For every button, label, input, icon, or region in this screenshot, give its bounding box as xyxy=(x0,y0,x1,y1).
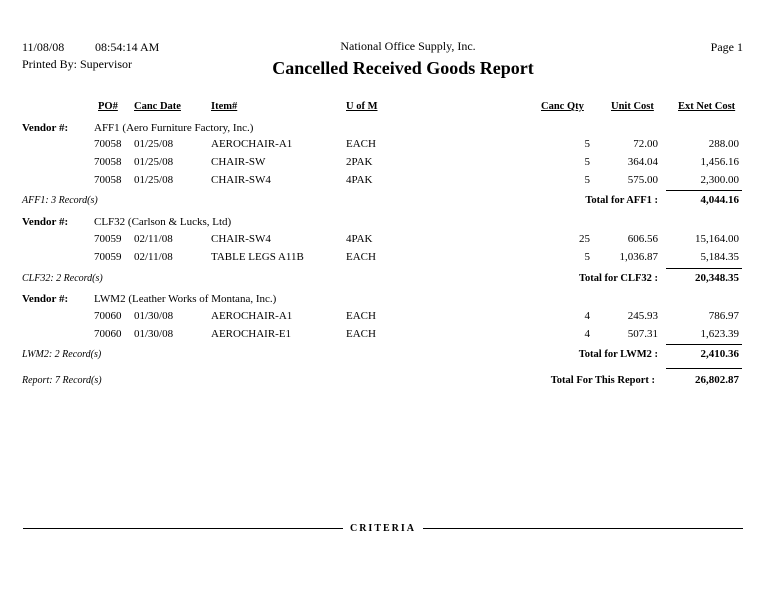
item-number: AEROCHAIR-A1 xyxy=(211,310,293,322)
po-number: 70058 xyxy=(94,138,122,150)
col-header-canc-date: Canc Date xyxy=(134,101,181,112)
vendor-record-count: LWM2: 2 Record(s) xyxy=(22,349,102,360)
unit-cost: 1,036.87 xyxy=(619,251,658,263)
item-number: CHAIR-SW4 xyxy=(211,174,271,186)
uom: 2PAK xyxy=(346,156,373,168)
uom: EACH xyxy=(346,328,376,340)
po-number: 70060 xyxy=(94,310,122,322)
criteria-label: CRITERIA xyxy=(344,522,422,535)
company-name: National Office Supply, Inc. xyxy=(340,39,476,53)
vendor-total-label: Total for CLF32 : xyxy=(578,273,658,284)
canc-date: 01/30/08 xyxy=(134,310,174,322)
vendor-record-count: CLF32: 2 Record(s) xyxy=(22,273,103,284)
ext-net-cost: 288.00 xyxy=(708,138,739,150)
uom: EACH xyxy=(346,251,376,263)
criteria-rule-left xyxy=(23,528,343,529)
uom: EACH xyxy=(346,138,376,150)
canc-date: 01/25/08 xyxy=(134,174,174,186)
criteria-rule-right xyxy=(423,528,743,529)
report-total-value: 26,802.87 xyxy=(695,374,739,386)
canc-qty: 4 xyxy=(584,328,590,340)
col-header-item: Item# xyxy=(211,101,238,112)
vendor-total-value: 20,348.35 xyxy=(695,272,739,284)
canc-qty: 5 xyxy=(584,251,590,263)
canc-qty: 5 xyxy=(584,156,590,168)
report-total-label: Total For This Report : xyxy=(550,375,655,386)
ext-net-cost: 1,456.16 xyxy=(700,156,739,168)
item-number: TABLE LEGS A11B xyxy=(211,251,304,263)
po-number: 70058 xyxy=(94,174,122,186)
ext-net-cost: 1,623.39 xyxy=(700,328,739,340)
uom: 4PAK xyxy=(346,174,373,186)
canc-date: 01/25/08 xyxy=(134,156,174,168)
uom: EACH xyxy=(346,310,376,322)
canc-date: 01/30/08 xyxy=(134,328,174,340)
report-total-rule xyxy=(666,368,742,369)
item-number: CHAIR-SW xyxy=(211,156,266,168)
vendor-label: Vendor #: xyxy=(22,122,69,134)
vendor-label: Vendor #: xyxy=(22,216,69,228)
col-header-canc-qty: Canc Qty xyxy=(541,101,584,112)
unit-cost: 575.00 xyxy=(627,174,658,186)
vendor-total-label: Total for AFF1 : xyxy=(585,195,658,206)
canc-date: 02/11/08 xyxy=(134,233,173,245)
canc-date: 01/25/08 xyxy=(134,138,174,150)
report-record-count: Report: 7 Record(s) xyxy=(22,375,102,386)
item-number: AEROCHAIR-A1 xyxy=(211,138,293,150)
canc-qty: 5 xyxy=(584,174,590,186)
ext-net-cost: 786.97 xyxy=(708,310,739,322)
ext-net-cost: 15,164.00 xyxy=(695,233,739,245)
report-time: 08:54:14 AM xyxy=(95,40,160,54)
subtotal-rule xyxy=(666,268,742,269)
po-number: 70060 xyxy=(94,328,122,340)
vendor-record-count: AFF1: 3 Record(s) xyxy=(22,195,98,206)
vendor-name: LWM2 (Leather Works of Montana, Inc.) xyxy=(94,293,277,305)
unit-cost: 364.04 xyxy=(627,156,658,168)
ext-net-cost: 2,300.00 xyxy=(700,174,739,186)
unit-cost: 245.93 xyxy=(627,310,658,322)
col-header-uom: U of M xyxy=(346,101,378,112)
po-number: 70059 xyxy=(94,251,122,263)
page-number: Page 1 xyxy=(710,40,743,54)
unit-cost: 507.31 xyxy=(627,328,658,340)
col-header-unit-cost: Unit Cost xyxy=(611,101,654,112)
vendor-total-value: 4,044.16 xyxy=(700,194,739,206)
subtotal-rule xyxy=(666,344,742,345)
col-header-po: PO# xyxy=(98,101,118,112)
item-number: AEROCHAIR-E1 xyxy=(211,328,292,340)
po-number: 70059 xyxy=(94,233,122,245)
col-header-ext-net-cost: Ext Net Cost xyxy=(678,101,736,112)
subtotal-rule xyxy=(666,190,742,191)
report-date: 11/08/08 xyxy=(22,40,65,54)
uom: 4PAK xyxy=(346,233,373,245)
canc-qty: 25 xyxy=(579,233,590,245)
item-number: CHAIR-SW4 xyxy=(211,233,271,245)
canc-date: 02/11/08 xyxy=(134,251,173,263)
canc-qty: 5 xyxy=(584,138,590,150)
unit-cost: 72.00 xyxy=(633,138,658,150)
ext-net-cost: 5,184.35 xyxy=(700,251,739,263)
vendor-name: AFF1 (Aero Furniture Factory, Inc.) xyxy=(94,122,254,134)
po-number: 70058 xyxy=(94,156,122,168)
canc-qty: 4 xyxy=(584,310,590,322)
printed-by: Printed By: Supervisor xyxy=(22,57,132,71)
vendor-name: CLF32 (Carlson & Lucks, Ltd) xyxy=(94,216,232,228)
vendor-label: Vendor #: xyxy=(22,293,69,305)
unit-cost: 606.56 xyxy=(627,233,658,245)
vendor-total-value: 2,410.36 xyxy=(700,348,739,360)
vendor-total-label: Total for LWM2 : xyxy=(578,349,658,360)
report-title: Cancelled Received Goods Report xyxy=(272,58,534,78)
